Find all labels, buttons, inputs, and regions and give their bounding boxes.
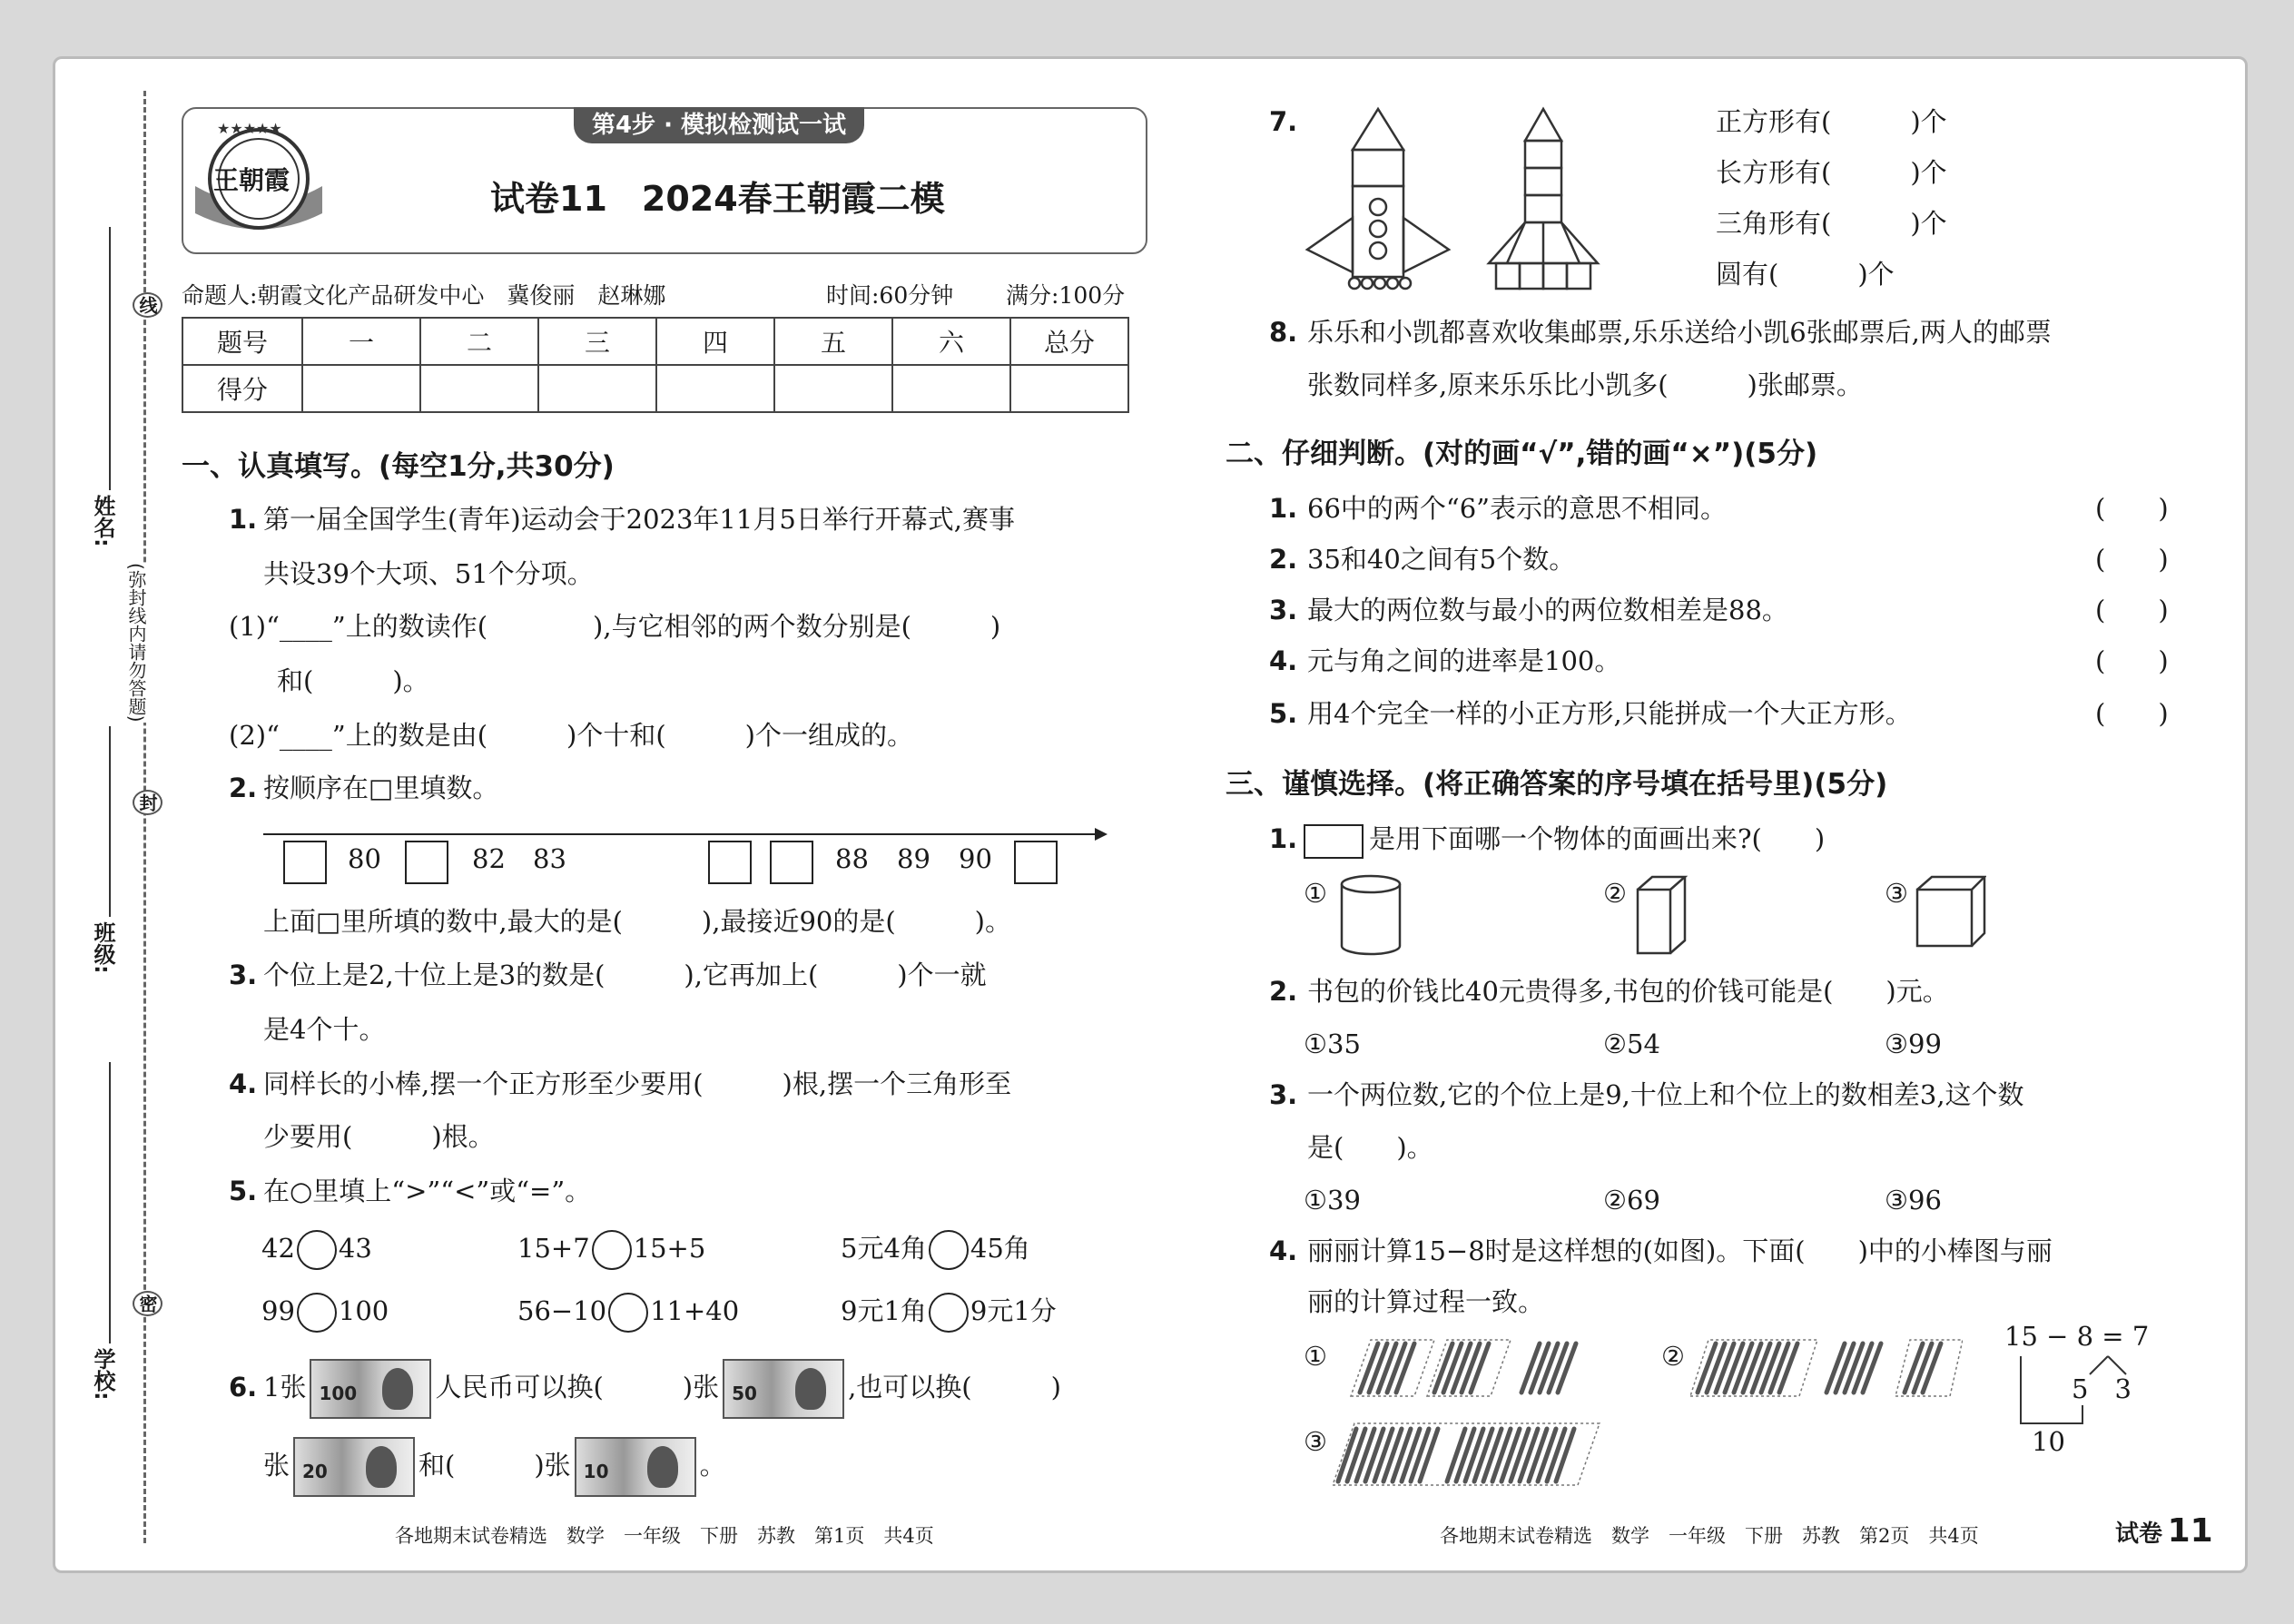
score-cell[interactable] [892,365,1010,412]
number-line-label: 88 [835,843,869,874]
cube-image [1914,873,1986,950]
q-number: 2. [1269,976,1298,1007]
q6-text: 。 [699,1450,726,1481]
s3-q4-text: 丽丽计算15−8时是这样想的(如图)。下面( )中的小棒图与丽 [1307,1235,2053,1266]
score-header: 总分 [1010,318,1128,365]
binding-note: (弥封线内请勿答题) [123,563,150,723]
option-label: ③ [1304,1426,1327,1457]
judge-number: 2. [1269,544,1298,575]
s3-q2-option: ③99 [1885,1029,1942,1059]
score-header: 二 [420,318,538,365]
banknote-20-image [293,1437,415,1497]
banknote-value: 100 [319,1383,358,1404]
q8-text: 乐乐和小凯都喜欢收集邮票,乐乐送给小凯6张邮票后,两人的邮票 [1307,317,2052,348]
compare-right: 11+40 [650,1295,740,1326]
judge-answer[interactable]: ( ) [2095,544,2169,575]
compare-circle[interactable] [929,1293,969,1333]
compare-circle[interactable] [592,1230,632,1270]
q-number: 4. [229,1068,258,1099]
score-header: 题号 [182,318,302,365]
compare-right: 9元1分 [970,1295,1057,1326]
compare-circle[interactable] [608,1293,648,1333]
compare-right: 43 [338,1233,372,1264]
q3-text: 个位上是2,十位上是3的数是( ),它再加上( )个一就 [263,960,987,990]
rectangular-prism-image [1634,873,1689,957]
number-line-label: 83 [533,843,566,874]
q1-part-1b: 和( )。 [277,665,429,696]
s3-q3-option: ②69 [1603,1185,1660,1216]
step-badge: 第4步 · 模拟检测试一试 [574,107,864,143]
number-line-label: 80 [348,843,381,874]
compare-left: 42 [261,1233,295,1264]
calc-equation: 15 − 8 = 7 [2004,1321,2150,1352]
judge-answer[interactable]: ( ) [2095,645,2169,676]
q7-circle-count: 圆有( )个 [1716,259,1895,290]
paper-label [2115,1512,2213,1550]
paper-label-number: 11 [2167,1512,2213,1550]
judge-answer[interactable]: ( ) [2095,698,2169,729]
judge-number: 3. [1269,595,1298,625]
q3-text-2: 是4个十。 [263,1014,386,1045]
s3-q3-option: ③96 [1885,1185,1942,1216]
compare-right: 15+5 [633,1233,706,1264]
logo [186,113,331,245]
number-line-label: 89 [897,843,930,874]
q4-text: 同样长的小棒,摆一个正方形至少要用( )根,摆一个三角形至 [263,1068,1012,1099]
score-cell[interactable] [538,365,656,412]
compare-item [841,1230,1030,1270]
logo-text: 王朝霞 [213,165,290,195]
school-label: 学校: [90,1348,115,1401]
name-label: 姓名: [90,495,115,547]
q6-text: ,也可以换( ) [848,1372,1061,1403]
s3-q2-text: 书包的价钱比40元贵得多,书包的价钱可能是( )元。 [1307,976,1949,1007]
q-number: 1. [229,504,258,535]
line-mark: 线 [133,292,162,318]
section-3-heading: 三、谨慎选择。(将正确答案的序号填在括号里)(5分) [1226,768,1888,801]
option-label: ① [1304,878,1327,909]
q-number: 5. [229,1176,258,1206]
score-header: 五 [774,318,892,365]
q6-text: 张 [263,1450,290,1481]
compare-item [261,1230,372,1270]
option-label: ② [1603,878,1627,909]
q-number: 3. [229,960,258,990]
q6-line-2 [263,1436,726,1497]
banknote-value: 50 [732,1383,757,1404]
judge-number: 1. [1269,493,1298,524]
answer-box[interactable] [1014,841,1058,884]
s3-q3-text-2: 是( )。 [1307,1132,1433,1163]
answer-box[interactable] [708,841,752,884]
number-line-arrow [1095,828,1108,841]
section-2-heading: 二、仔细判断。(对的画“√”,错的画“×”)(5分) [1226,438,1818,470]
score-cell[interactable] [774,365,892,412]
s3-q2-option: ①35 [1304,1029,1361,1059]
judge-item: 元与角之间的进率是100。 [1307,645,1621,676]
judge-item: 35和40之间有5个数。 [1307,544,1576,575]
banknote-value: 20 [302,1461,328,1482]
svg-text:★★★★★: ★★★★★ [217,120,282,137]
compare-item [261,1293,389,1333]
compare-item [517,1230,705,1270]
exam-time: 时间:60分钟 [826,282,954,309]
score-cell[interactable] [656,365,774,412]
q7-square-count: 正方形有( )个 [1716,106,1947,137]
compare-left: 56−10 [517,1295,607,1326]
class-label: 班级: [90,921,115,974]
score-cell[interactable] [420,365,538,412]
compare-right: 45角 [970,1233,1030,1264]
compare-circle[interactable] [929,1230,969,1270]
compare-left: 9元1角 [841,1295,927,1326]
compare-right: 100 [338,1295,389,1326]
q-number: 3. [1269,1079,1298,1110]
score-header: 四 [656,318,774,365]
q1-part-1: (1)“____”上的数读作( ),与它相邻的两个数分别是( ) [229,611,1001,642]
compare-item [517,1293,739,1333]
score-cell[interactable] [302,365,420,412]
compare-left: 99 [261,1295,295,1326]
q8-text-2: 张数同样多,原来乐乐比小凯多( )张邮票。 [1307,369,1863,400]
dense-mark: 密 [133,1291,162,1316]
full-score: 满分:100分 [1006,282,1126,309]
answer-box[interactable] [770,841,813,884]
section-1-heading: 一、认真填写。(每空1分,共30分) [182,450,615,483]
q4-text-2: 少要用( )根。 [263,1121,495,1152]
judge-item: 66中的两个“6”表示的意思不相同。 [1307,493,1728,524]
option-label: ① [1304,1341,1327,1372]
authors: 命题人:朝霞文化产品研发中心 冀俊丽 赵琳娜 [182,282,666,309]
q2-followup: 上面□里所填的数中,最大的是( ),最接近90的是( )。 [263,906,1011,937]
score-header: 六 [892,318,1010,365]
seal-mark: 封 [133,790,162,815]
option-label: ② [1661,1341,1685,1372]
q7-triangle-count: 三角形有( )个 [1716,208,1947,239]
answer-box[interactable] [405,841,448,884]
judge-item: 最大的两位数与最小的两位数相差是88。 [1307,595,1788,625]
compare-circle[interactable] [297,1293,337,1333]
school-underline [109,1062,111,1343]
stick-bundle-image-1 [1333,1338,1605,1398]
score-row-label: 得分 [182,365,302,412]
q-number: 4. [1269,1235,1298,1266]
answer-box[interactable] [283,841,327,884]
q1-part-2: (2)“____”上的数是由( )个十和( )个一组成的。 [229,720,913,751]
score-table [182,317,1129,413]
q7-rectangle-count: 长方形有( )个 [1716,157,1947,188]
compare-circle[interactable] [297,1230,337,1270]
s3-q1-text: 是用下面哪一个物体的面画出来?( ) [1369,823,1826,854]
s3-q4-text-2: 丽的计算过程一致。 [1307,1286,1545,1317]
rectangle-figure [1304,824,1364,859]
score-cell[interactable] [1010,365,1128,412]
score-header: 一 [302,318,420,365]
name-underline [109,227,111,490]
q5-text: 在○里填上“>”“<”或“=”。 [263,1176,592,1206]
judge-number: 5. [1269,698,1298,729]
q6-text: 人民币可以换( )张 [435,1372,720,1403]
rocket-figures [1298,100,1643,300]
score-header: 三 [538,318,656,365]
q1-text-2: 共设39个大项、51个分项。 [263,558,594,589]
q-number: 8. [1269,317,1298,348]
compare-left: 5元4角 [841,1233,927,1264]
number-line [263,833,1098,835]
s3-q2-option: ②54 [1603,1029,1660,1059]
page-title: 试卷11 2024春王朝霞二模 [490,179,945,219]
q1-text: 第一届全国学生(青年)运动会于2023年11月5日举行开幕式,赛事 [263,504,1016,535]
cylinder-image [1334,873,1407,957]
judge-item: 用4个完全一样的小正方形,只能拼成一个大正方形。 [1307,698,1912,729]
class-underline [109,726,111,917]
q6-text: 和( )张 [418,1450,571,1481]
footer-right: 各地期末试卷精选 数学 一年级 下册 苏教 第2页 共4页 [1440,1525,1979,1547]
q-number: 6. [229,1372,258,1403]
calc-ten: 10 [2032,1426,2065,1457]
compare-item [841,1293,1057,1333]
q-number: 1. [1269,823,1298,854]
stick-bundle-image-3 [1333,1422,1605,1487]
paper-label-text: 试卷 [2115,1521,2163,1548]
calc-split: 5 3 [2072,1373,2132,1404]
q-number: 2. [229,773,258,803]
judge-answer[interactable]: ( ) [2095,595,2169,625]
option-label: ③ [1885,878,1908,909]
q-number: 7. [1269,106,1298,137]
s3-q3-option: ①39 [1304,1185,1361,1216]
banknote-100-image [310,1359,431,1419]
banknote-10-image [575,1437,696,1497]
number-line-label: 90 [959,843,992,874]
q6-text: 1张 [263,1372,307,1403]
q6-line-1 [263,1358,1061,1419]
footer-left: 各地期末试卷精选 数学 一年级 下册 苏教 第1页 共4页 [395,1525,934,1547]
judge-number: 4. [1269,645,1298,676]
s3-q3-text: 一个两位数,它的个位上是9,十位上和个位上的数相差3,这个数 [1307,1079,2024,1110]
compare-left: 15+7 [517,1233,590,1264]
q2-text: 按顺序在□里填数。 [263,773,499,803]
stick-bundle-image-2 [1690,1338,1963,1398]
number-line-label: 82 [472,843,506,874]
banknote-value: 10 [583,1461,609,1482]
judge-answer[interactable]: ( ) [2095,493,2169,524]
banknote-50-image [723,1359,844,1419]
